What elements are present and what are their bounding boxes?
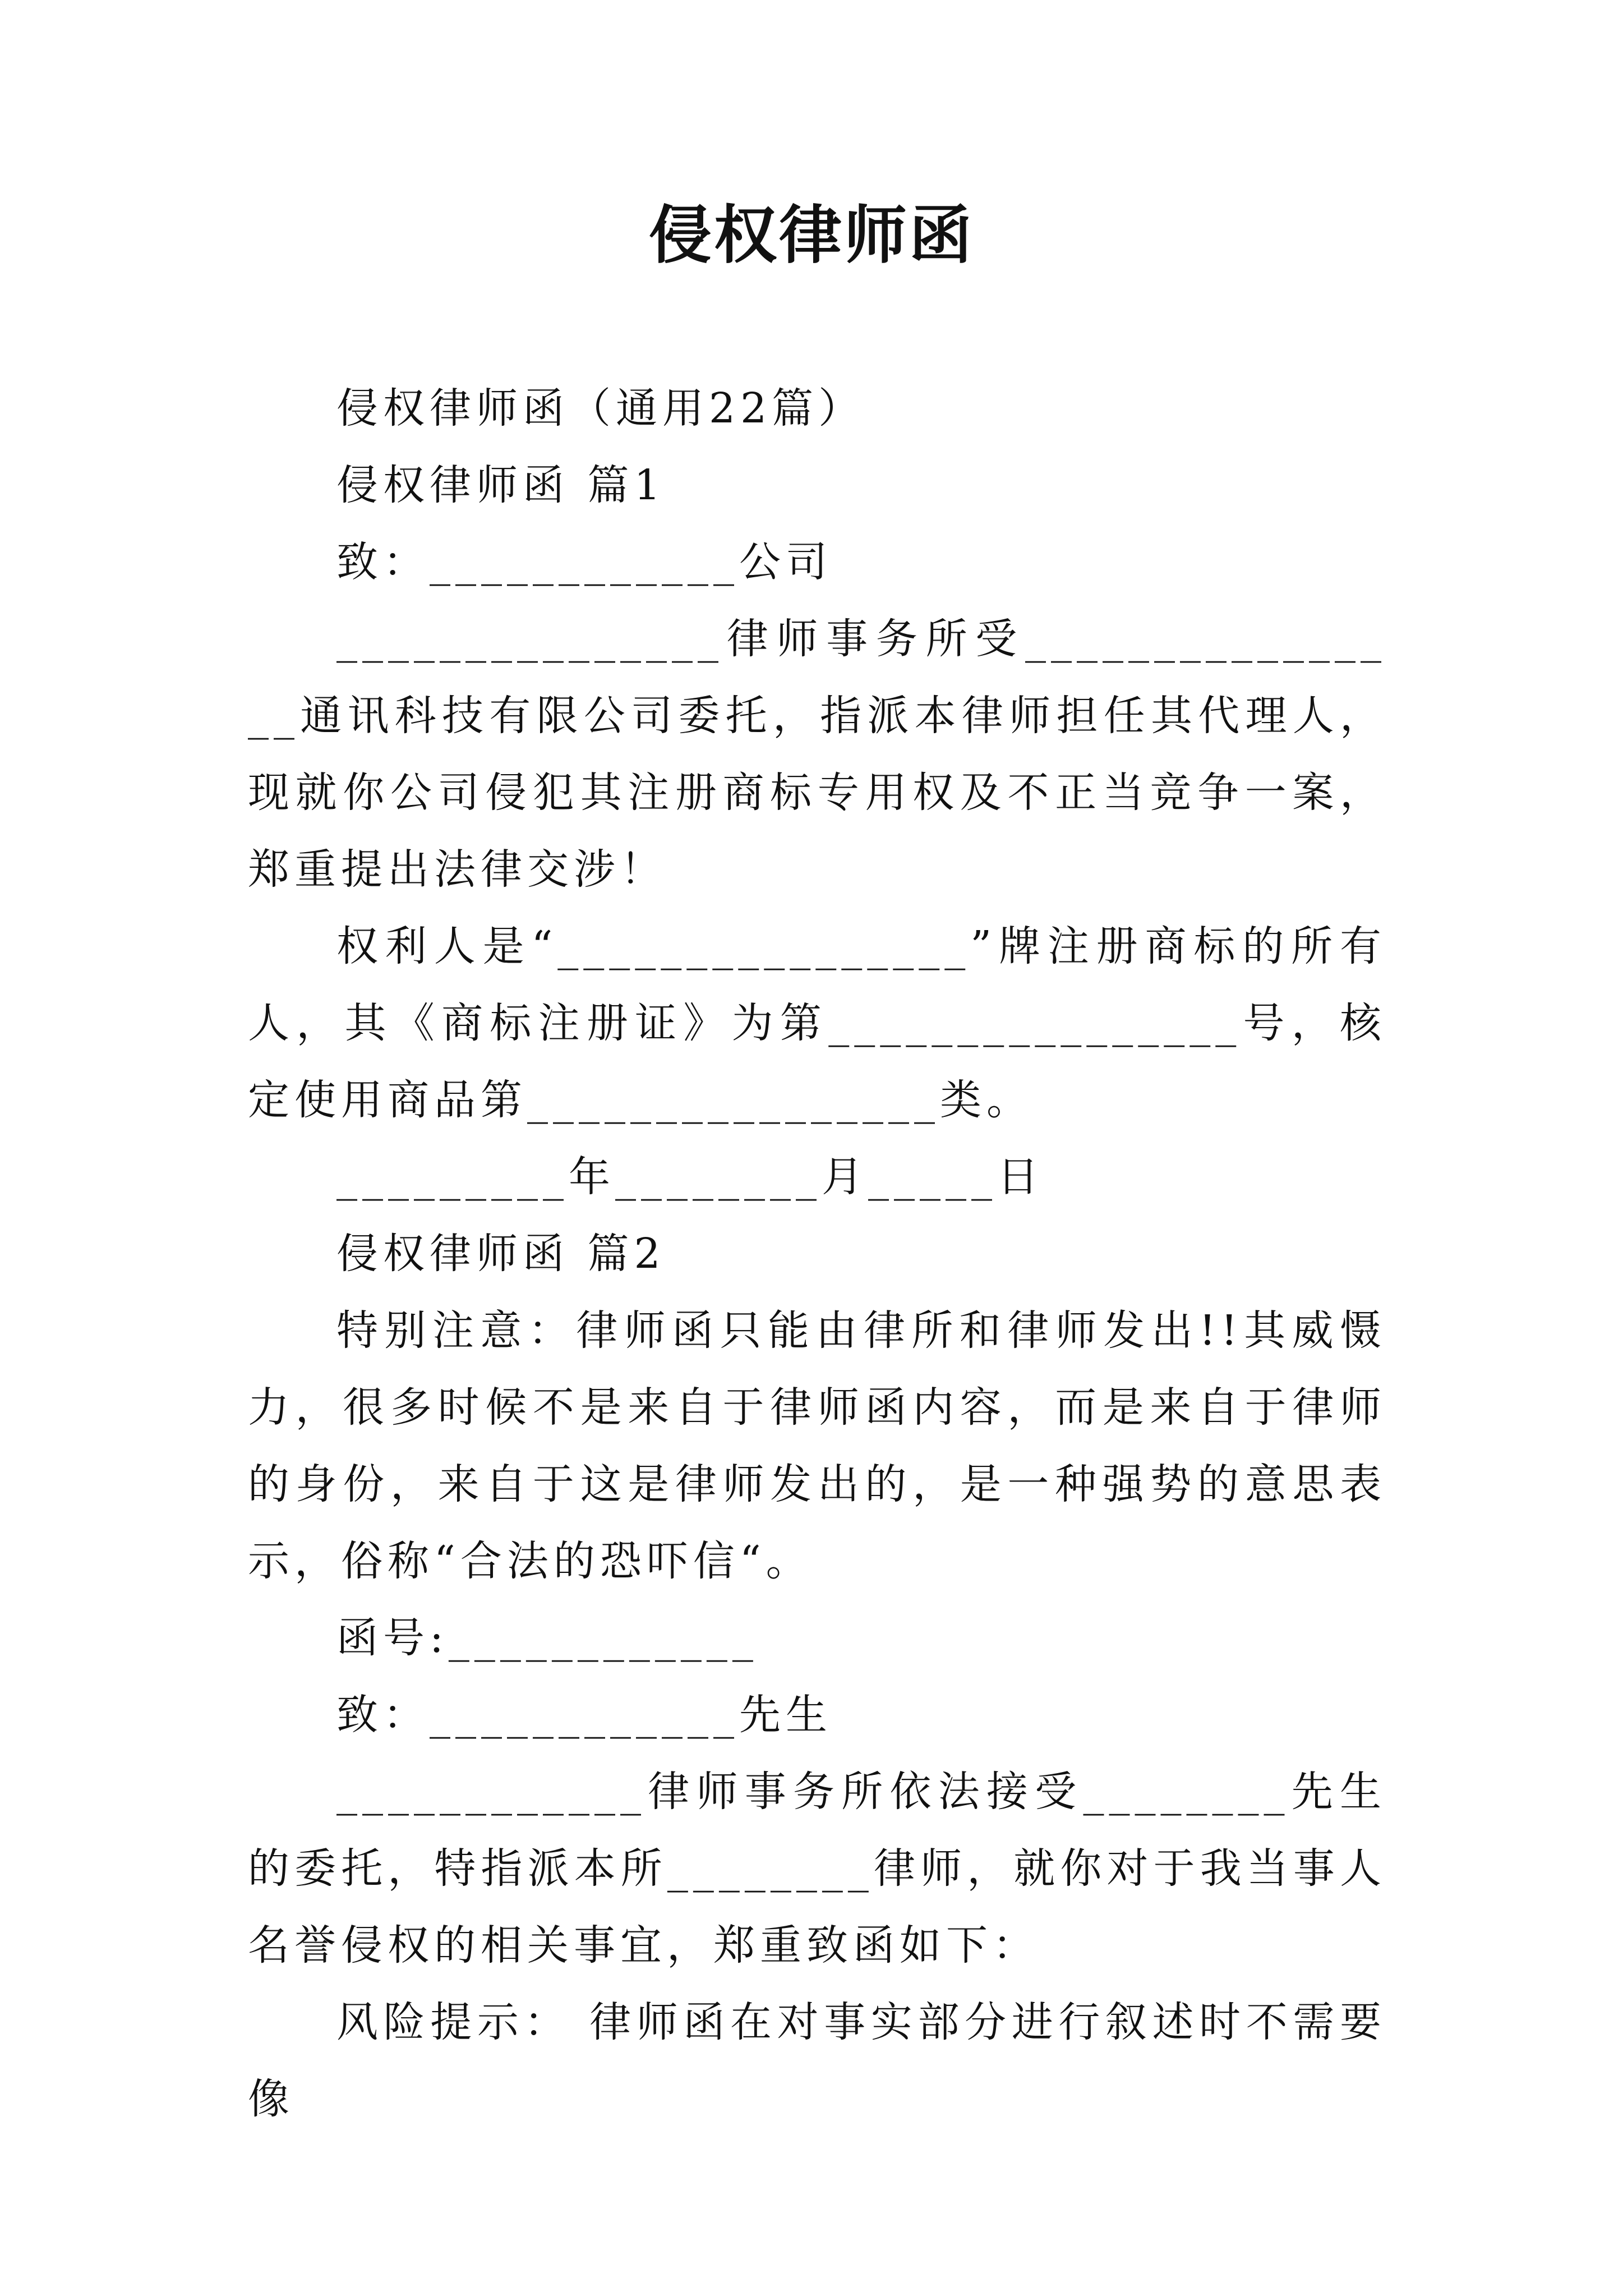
addressee-line-1: 致：____________公司: [336, 538, 832, 586]
paragraph-notice: 特别注意：律师函只能由律所和律师发出!!其威慑力，很多时候不是来自于律师函内容，而是来自于律师的身份，来自于这是律师发出的，是一种强势的意思表示，俗称“合法的恐吓信“。: [248, 1306, 1386, 1585]
paragraph-subtitle: 侵权律师函（通用22篇）: [336, 384, 865, 432]
document-title: 侵权律师函: [649, 199, 974, 272]
document-body: [248, 370, 1386, 2138]
paragraph-trademark: 权利人是“________________”牌注册商标的所有人，其《商标注册证》为第________________号，核定使用商品第________________类。: [248, 922, 1386, 1124]
section-heading-1: 侵权律师函 篇1: [336, 461, 666, 509]
date-line: _________年________月_____日: [336, 1153, 1044, 1201]
letter-number-line: 函号:____________: [336, 1614, 758, 1662]
paragraph-commission-1: _______________律师事务所受________________通讯科技有限公司委托，指派本律师担任其代理人，现就你公司侵犯其注册商标专用权及不正当竞争一案，郑重提出法律交涉！: [248, 615, 1386, 894]
addressee-line-2: 致：____________先生: [336, 1691, 832, 1739]
section-heading-2: 侵权律师函 篇2: [336, 1230, 666, 1278]
paragraph-commission-2: ____________律师事务所依法接受________先生的委托，特指派本所________律师，就你对于我当事人名誉侵权的相关事宜，郑重致函如下：: [248, 1768, 1386, 1970]
paragraph-risk-tip: 风险提示： 律师函在对事实部分进行叙述时不需要像: [248, 1998, 1386, 2123]
